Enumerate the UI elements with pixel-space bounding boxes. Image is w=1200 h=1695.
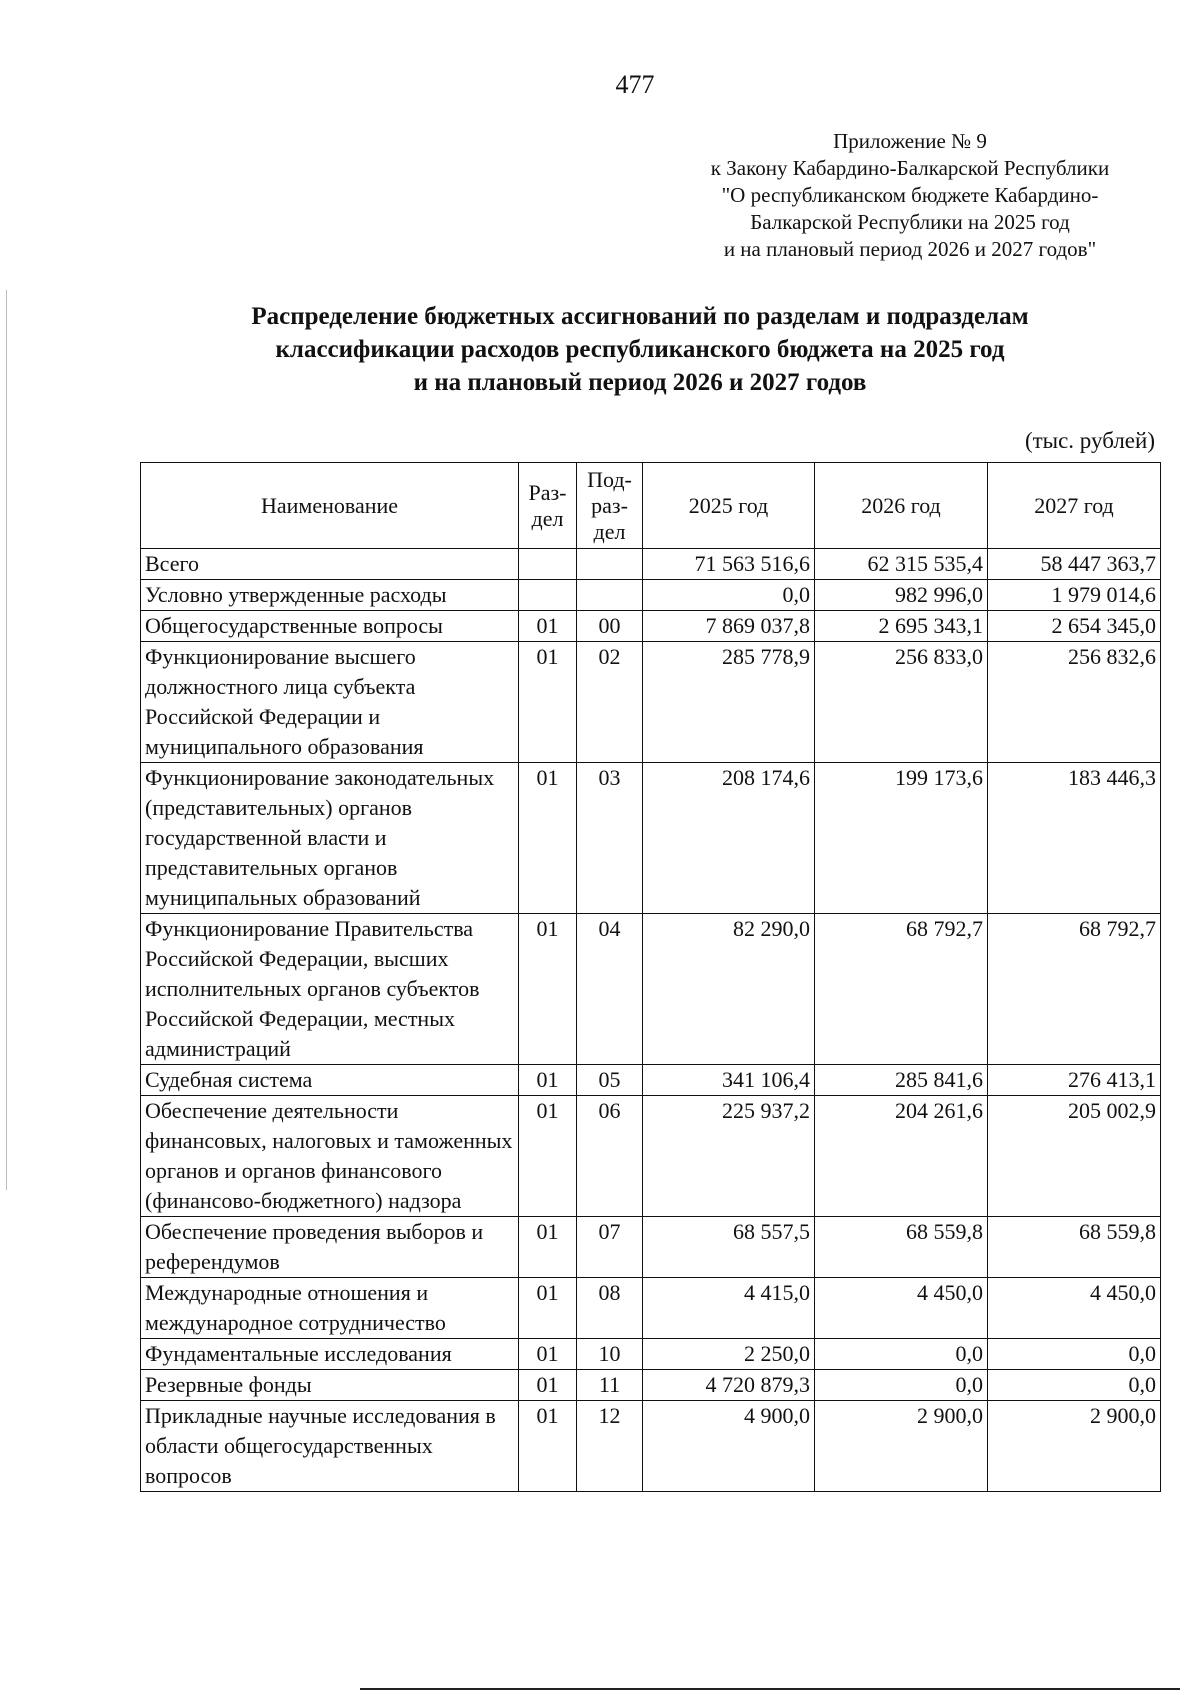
row-name: Международные отношения и международное сотрудничество (141, 1278, 519, 1339)
row-value-2025: 225 937,2 (643, 1096, 815, 1217)
table-row (141, 642, 1161, 763)
row-value-2027: 276 413,1 (988, 1065, 1161, 1096)
appendix-line: и на плановый период 2026 и 2027 годов" (723, 237, 1097, 261)
row-subsection: 03 (577, 763, 643, 914)
row-value-2025: 4 900,0 (643, 1401, 815, 1492)
row-value-2026: 204 261,6 (815, 1096, 988, 1217)
row-value-2027: 2 654 345,0 (988, 611, 1161, 642)
row-section: 01 (519, 1096, 577, 1217)
title-line: классификации расходов республиканского бюджета на 2025 год (275, 336, 1005, 363)
appendix-line: "О республиканском бюджете Кабардино- (721, 183, 1099, 207)
row-subsection (577, 580, 643, 611)
row-name: Условно утвержденные расходы (141, 580, 519, 611)
row-value-2025: 4 415,0 (643, 1278, 815, 1339)
row-value-2026: 0,0 (815, 1339, 988, 1370)
row-section: 01 (519, 1339, 577, 1370)
table-row (141, 611, 1161, 642)
scan-edge-mark (6, 290, 7, 1190)
page-number: 477 (615, 70, 655, 99)
row-section: 01 (519, 1370, 577, 1401)
row-section: 01 (519, 611, 577, 642)
table-row (141, 1278, 1161, 1339)
title-line: и на плановый период 2026 и 2027 годов (413, 369, 867, 396)
row-value-2025: 71 563 516,6 (643, 549, 815, 580)
row-value-2025: 4 720 879,3 (643, 1370, 815, 1401)
row-value-2026: 0,0 (815, 1370, 988, 1401)
row-subsection: 05 (577, 1065, 643, 1096)
row-value-2027: 205 002,9 (988, 1096, 1161, 1217)
row-value-2025: 7 869 037,8 (643, 611, 815, 642)
appendix-line: Балкарской Республики на 2025 год (750, 210, 1070, 234)
row-subsection: 06 (577, 1096, 643, 1217)
row-section (519, 549, 577, 580)
row-value-2027: 256 832,6 (988, 642, 1161, 763)
row-value-2027: 0,0 (988, 1370, 1161, 1401)
row-section: 01 (519, 1217, 577, 1278)
row-value-2026: 68 559,8 (815, 1217, 988, 1278)
row-value-2025: 68 557,5 (643, 1217, 815, 1278)
row-value-2027: 1 979 014,6 (988, 580, 1161, 611)
row-name: Всего (141, 549, 519, 580)
row-name: Обеспечение деятельности финансовых, налоговых и таможенных органов и органов финансового (финансово-бюджетного) надзора (141, 1096, 519, 1217)
row-subsection: 04 (577, 914, 643, 1065)
row-subsection: 02 (577, 642, 643, 763)
row-value-2025: 285 778,9 (643, 642, 815, 763)
row-name: Функционирование Правительства Российской Федерации, высших исполнительных органов субъектов Российской Федерации, местных администраций (141, 914, 519, 1065)
document-title (120, 300, 1160, 399)
row-section: 01 (519, 1401, 577, 1492)
row-name: Общегосударственные вопросы (141, 611, 519, 642)
table-row (141, 1096, 1161, 1217)
row-subsection: 10 (577, 1339, 643, 1370)
row-subsection: 07 (577, 1217, 643, 1278)
row-value-2025: 0,0 (643, 580, 815, 611)
row-value-2027: 68 559,8 (988, 1217, 1161, 1278)
row-subsection: 00 (577, 611, 643, 642)
row-name: Обеспечение проведения выборов и референдумов (141, 1217, 519, 1278)
table-row (141, 1339, 1161, 1370)
row-subsection (577, 549, 643, 580)
row-value-2027: 68 792,7 (988, 914, 1161, 1065)
row-section: 01 (519, 914, 577, 1065)
row-value-2026: 2 695 343,1 (815, 611, 988, 642)
row-name: Фундаментальные исследования (141, 1339, 519, 1370)
header-name: Наименование (141, 463, 519, 549)
row-section: 01 (519, 642, 577, 763)
header-subsection: Под-раз-дел (577, 463, 643, 549)
row-subsection: 11 (577, 1370, 643, 1401)
table-row (141, 1370, 1161, 1401)
table-row (141, 1401, 1161, 1492)
row-value-2026: 285 841,6 (815, 1065, 988, 1096)
row-value-2027: 2 900,0 (988, 1401, 1161, 1492)
row-value-2026: 2 900,0 (815, 1401, 988, 1492)
row-subsection: 08 (577, 1278, 643, 1339)
row-name: Прикладные научные исследования в области общегосударственных вопросов (141, 1401, 519, 1492)
header-2027: 2027 год (988, 463, 1161, 549)
row-value-2026: 4 450,0 (815, 1278, 988, 1339)
row-value-2027: 4 450,0 (988, 1278, 1161, 1339)
row-name: Функционирование высшего должностного лица субъекта Российской Федерации и муниципального образования (141, 642, 519, 763)
row-value-2025: 341 106,4 (643, 1065, 815, 1096)
row-section: 01 (519, 763, 577, 914)
row-section: 01 (519, 1278, 577, 1339)
row-section: 01 (519, 1065, 577, 1096)
title-line: Распределение бюджетных ассигнований по разделам и подразделам (251, 303, 1029, 330)
header-section: Раз-дел (519, 463, 577, 549)
table-row (141, 580, 1161, 611)
appendix-line: к Закону Кабардино-Балкарской Республики (710, 156, 1110, 180)
row-subsection: 12 (577, 1401, 643, 1492)
table-header-row (141, 463, 1161, 549)
row-value-2026: 982 996,0 (815, 580, 988, 611)
units-label: (тыс. рублей) (1024, 428, 1155, 453)
row-section (519, 580, 577, 611)
row-value-2027: 58 447 363,7 (988, 549, 1161, 580)
bottom-rule (360, 1688, 1180, 1690)
row-value-2025: 2 250,0 (643, 1339, 815, 1370)
table-row (141, 914, 1161, 1065)
row-name: Судебная система (141, 1065, 519, 1096)
appendix-reference (640, 128, 1180, 263)
appendix-line: Приложение № 9 (833, 129, 987, 153)
row-value-2026: 256 833,0 (815, 642, 988, 763)
table-body (141, 549, 1161, 1492)
row-value-2026: 199 173,6 (815, 763, 988, 914)
row-name: Резервные фонды (141, 1370, 519, 1401)
row-value-2027: 183 446,3 (988, 763, 1161, 914)
table-row (141, 1065, 1161, 1096)
row-value-2026: 68 792,7 (815, 914, 988, 1065)
row-value-2027: 0,0 (988, 1339, 1161, 1370)
budget-table (140, 462, 1161, 1492)
table-row (141, 1217, 1161, 1278)
row-name: Функционирование законодательных (представительных) органов государственной власти и представительных органов муниципальных образований (141, 763, 519, 914)
row-value-2025: 82 290,0 (643, 914, 815, 1065)
header-2025: 2025 год (643, 463, 815, 549)
row-value-2025: 208 174,6 (643, 763, 815, 914)
table-row (141, 549, 1161, 580)
table-row (141, 763, 1161, 914)
row-value-2026: 62 315 535,4 (815, 549, 988, 580)
header-2026: 2026 год (815, 463, 988, 549)
